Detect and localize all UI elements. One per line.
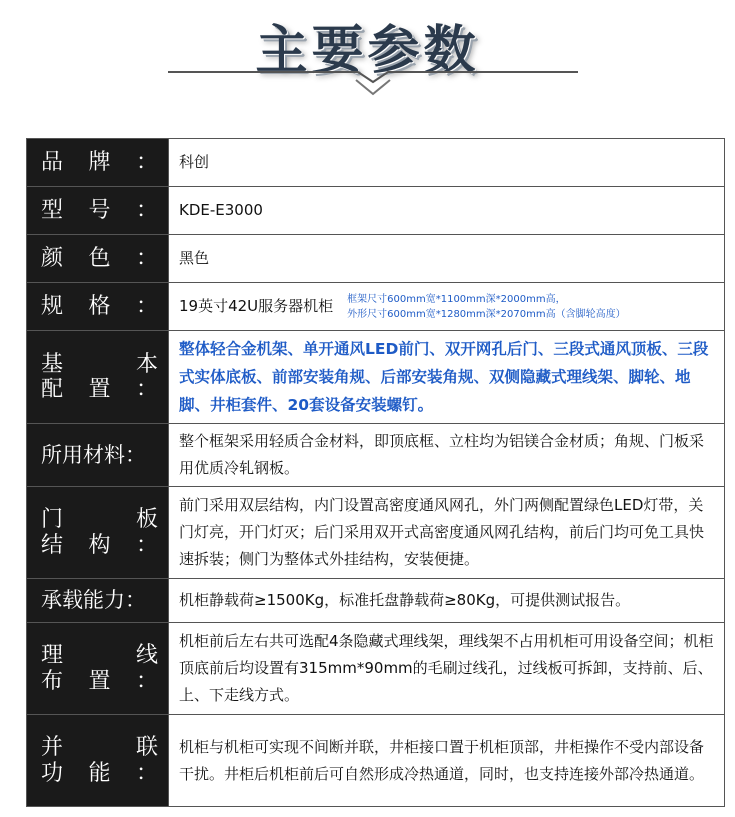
title-underline-decoration <box>168 68 578 108</box>
spec-row-model <box>27 187 725 235</box>
spec-label <box>27 623 169 715</box>
spec-value <box>169 283 725 331</box>
spec-main-text: 19英寸42U服务器机柜 <box>179 297 334 315</box>
page-title: 主要参数 <box>255 21 480 81</box>
spec-value: 整体轻合金机架、单开通风LED前门、双开网孔后门、三段式通风顶板、三段式实体底板、前部安装角规、后部安装角规、双侧隐藏式理线架、脚轮、地脚、井柜套件、20套设备安装螺钉。 <box>169 331 725 424</box>
label-char: 格 <box>88 293 111 319</box>
label-char: 颜 <box>41 245 64 271</box>
spec-value: 机柜与机柜可实现不间断并联，井柜接口置于机柜顶部，井柜操作不受内部设备干扰。井柜后机柜前后可自然形成冷热通道，同时，也支持连接外部冷热通道。 <box>169 715 725 807</box>
label-char: 联 <box>135 735 158 761</box>
spec-label <box>27 187 169 235</box>
spec-row-cabling <box>27 623 725 715</box>
label-char: 基 <box>41 351 64 377</box>
spec-label <box>27 424 169 487</box>
label-char: ： <box>135 377 158 402</box>
label-char: 色 <box>88 245 111 271</box>
spec-value: KDE-E3000 <box>169 187 725 235</box>
label-char: 构 <box>88 532 111 558</box>
spec-row-parallel <box>27 715 725 807</box>
spec-label <box>27 487 169 579</box>
spec-note-outer-size: 外形尺寸600mm宽*1280mm深*2070mm高（含脚轮高度） <box>347 308 626 320</box>
spec-value: 整个框架采用轻质合金材料，即顶底框、立柱均为铝镁合金材质；角规、门板采用优质冷轧钢板。 <box>169 424 725 487</box>
label-char: 功 <box>41 760 64 786</box>
label-char: 型 <box>41 197 64 223</box>
label-char: 并 <box>41 735 64 761</box>
spec-value: 科创 <box>169 139 725 187</box>
spec-row-brand <box>27 139 725 187</box>
spec-label <box>27 579 169 623</box>
label-char: 置 <box>88 377 111 402</box>
label-char: 能 <box>88 760 111 786</box>
label-char: ： <box>135 293 158 319</box>
label-char: 置 <box>88 668 111 694</box>
label-char: 布 <box>41 668 64 694</box>
label-char: ： <box>135 245 158 271</box>
label-char: 牌 <box>88 149 111 175</box>
label-char: ： <box>135 760 158 786</box>
label-char: ： <box>135 197 158 223</box>
label-char: 理 <box>41 643 64 669</box>
spec-label <box>27 715 169 807</box>
label-char: 号 <box>88 197 111 223</box>
spec-label <box>27 139 169 187</box>
spec-value: 前门采用双层结构，内门设置高密度通风网孔，外门两侧配置绿色LED灯带，关门灯亮，开门灯灭；后门采用双开式高密度通风网孔结构，前后门均可免工具快速拆装；侧门为整体式外挂结构，安装便捷。 <box>169 487 725 579</box>
spec-row-material <box>27 424 725 487</box>
label-char: 品 <box>41 149 64 175</box>
label-char: 本 <box>135 351 158 377</box>
spec-label <box>27 235 169 283</box>
spec-label <box>27 283 169 331</box>
spec-label <box>27 331 169 424</box>
label-text: 所用材料： <box>41 442 146 467</box>
page-header <box>0 0 735 110</box>
label-char: 线 <box>135 643 158 669</box>
label-char: 板 <box>135 507 158 533</box>
spec-row-color <box>27 235 725 283</box>
spec-value: 机柜前后左右共可选配4条隐藏式理线架，理线架不占用机柜可用设备空间；机柜顶底前后均设置有315mm*90mm的毛刷过线孔，过线板可拆卸，支持前、后、上、下走线方式。 <box>169 623 725 715</box>
label-char: 门 <box>41 507 64 533</box>
spec-row-door <box>27 487 725 579</box>
spec-row-load <box>27 579 725 623</box>
label-char: ： <box>135 668 158 694</box>
label-char: 结 <box>41 532 64 558</box>
spec-value: 黑色 <box>169 235 725 283</box>
spec-value: 机柜静载荷≥1500Kg，标准托盘静载荷≥80Kg，可提供测试报告。 <box>169 579 725 623</box>
label-char: ： <box>135 532 158 558</box>
spec-table <box>26 138 725 807</box>
label-char: ： <box>135 149 158 175</box>
spec-row-spec <box>27 283 725 331</box>
spec-notes <box>347 292 625 322</box>
label-char: 配 <box>41 377 64 402</box>
spec-note-frame-size: 框架尺寸600mm宽*1100mm深*2000mm高， <box>347 293 566 305</box>
spec-row-config <box>27 331 725 424</box>
label-char: 规 <box>41 293 64 319</box>
label-text: 承载能力： <box>41 588 146 613</box>
